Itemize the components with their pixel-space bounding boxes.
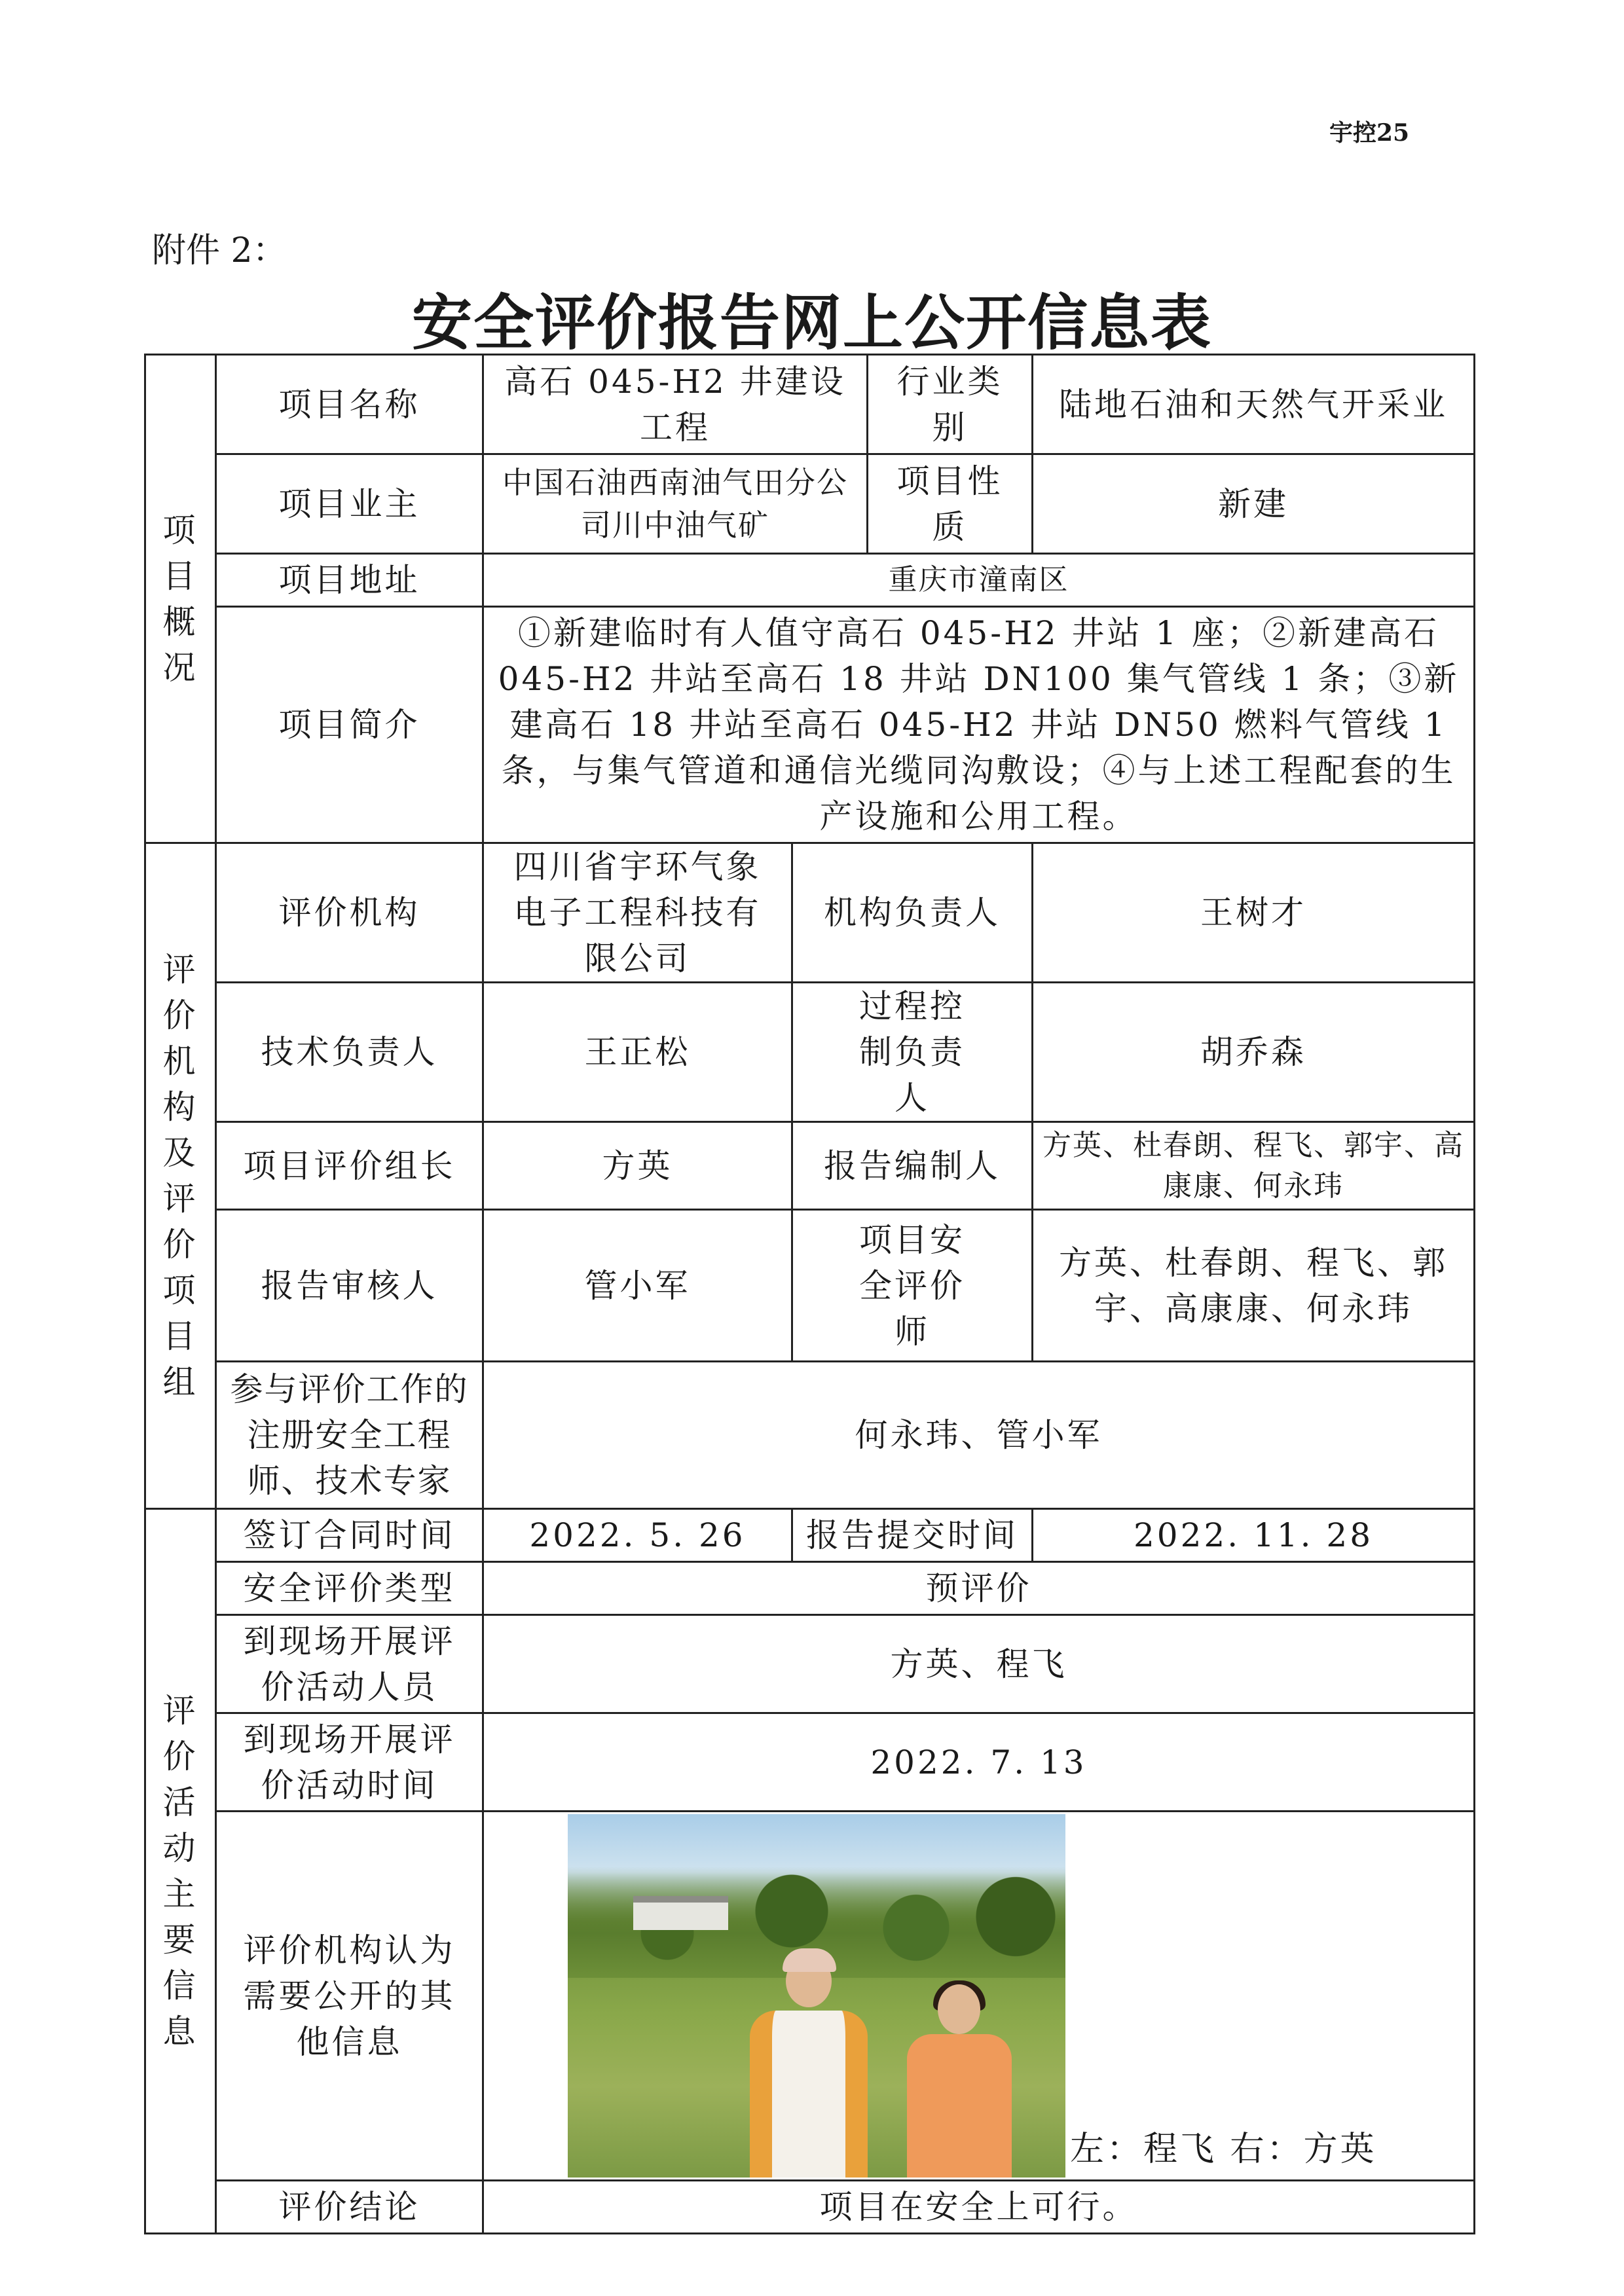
conclusion-value: 项目在安全上可行。 — [483, 2181, 1475, 2234]
row-other-info — [145, 1812, 1475, 2181]
onsite-people-label: 到现场开展评价活动人员 — [216, 1615, 483, 1713]
agency-value: 四川省宇环气象电子工程科技有限公司 — [483, 843, 792, 983]
row-tech-head — [145, 983, 1475, 1122]
project-address-label: 项目地址 — [216, 554, 483, 607]
agency-head-label: 机构负责人 — [792, 843, 1033, 983]
team-leader-label: 项目评价组长 — [216, 1122, 483, 1210]
project-owner-value: 中国石油西南油气田分公司川中油气矿 — [483, 454, 868, 554]
row-conclusion — [145, 2181, 1475, 2234]
report-author-value: 方英、杜春朗、程飞、郭宇、高康康、何永玮 — [1033, 1122, 1475, 1210]
process-head-value: 胡乔森 — [1033, 983, 1475, 1122]
experts-label: 参与评价工作的注册安全工程师、技术专家 — [216, 1362, 483, 1509]
agency-head-value: 王树才 — [1033, 843, 1475, 983]
site-photo — [568, 1814, 1065, 2178]
person-right — [902, 1984, 1016, 2178]
row-contract — [145, 1509, 1475, 1562]
onsite-people-value: 方英、程飞 — [483, 1615, 1475, 1713]
project-summary-label: 项目简介 — [216, 607, 483, 843]
eval-type-value: 预评价 — [483, 1562, 1475, 1615]
project-nature-label: 项目性质 — [868, 454, 1033, 554]
project-name-label: 项目名称 — [216, 355, 483, 454]
row-agency — [145, 843, 1475, 983]
assessor-label: 项目安全评价师 — [792, 1210, 1033, 1362]
page-title: 安全评价报告网上公开信息表 — [411, 287, 1212, 358]
document-code: 宇控25 — [1329, 119, 1410, 147]
row-onsite-time — [145, 1713, 1475, 1812]
contract-date-label: 签订合同时间 — [216, 1509, 483, 1562]
project-nature-value: 新建 — [1033, 454, 1475, 554]
project-name-value: 高石 045-H2 井建设工程 — [483, 355, 868, 454]
row-project-address — [145, 554, 1475, 607]
other-info-label: 评价机构认为需要公开的其他信息 — [216, 1812, 483, 2181]
project-owner-label: 项目业主 — [216, 454, 483, 554]
attachment-label: 附件 2： — [152, 231, 287, 270]
reviewer-label: 报告审核人 — [216, 1210, 483, 1362]
row-project-summary — [145, 607, 1475, 843]
onsite-time-value: 2022. 7. 13 — [483, 1713, 1475, 1812]
row-eval-type — [145, 1562, 1475, 1615]
reviewer-value: 管小军 — [483, 1210, 792, 1362]
experts-value: 何永玮、管小军 — [483, 1362, 1475, 1509]
row-project-owner — [145, 454, 1475, 554]
conclusion-label: 评价结论 — [216, 2181, 483, 2234]
row-team-leader — [145, 1122, 1475, 1210]
team-leader-value: 方英 — [483, 1122, 792, 1210]
report-author-label: 报告编制人 — [792, 1122, 1033, 1210]
row-onsite-people — [145, 1615, 1475, 1713]
section-overview: 项 目 概 况 — [145, 355, 216, 843]
eval-type-label: 安全评价类型 — [216, 1562, 483, 1615]
row-reviewer — [145, 1210, 1475, 1362]
industry-label: 行业类别 — [868, 355, 1033, 454]
project-address-value: 重庆市潼南区 — [483, 554, 1475, 607]
onsite-time-label: 到现场开展评价活动时间 — [216, 1713, 483, 1812]
assessor-value: 方英、杜春朗、程飞、郭宇、高康康、何永玮 — [1033, 1210, 1475, 1362]
project-summary-value: ①新建临时有人值守高石 045-H2 井站 1 座；②新建高石 045-H2 井站至高石 18 井站 DN100 集气管线 1 条；③新建高石 18 井站至高石 045-H2 井站 DN50 燃料气管线 1 条，与集气管道和通信光缆同沟敷设；④与上述工程配套的生产设施和公用工程。 — [483, 607, 1475, 843]
process-head-label: 过程控制负责人 — [792, 983, 1033, 1122]
person-left — [743, 1948, 874, 2178]
submit-date-label: 报告提交时间 — [792, 1509, 1033, 1562]
photo-caption: 左：程飞 右：方英 — [1070, 2129, 1377, 2169]
row-experts — [145, 1362, 1475, 1509]
section-activity: 评 价 活 动 主 要 信 息 — [145, 1509, 216, 2234]
other-info-cell — [483, 1812, 1475, 2181]
agency-label: 评价机构 — [216, 843, 483, 983]
tech-head-value: 王正松 — [483, 983, 792, 1122]
submit-date-value: 2022. 11. 28 — [1033, 1509, 1475, 1562]
house-in-photo — [633, 1896, 728, 1930]
contract-date-value: 2022. 5. 26 — [483, 1509, 792, 1562]
section-agency: 评 价 机 构 及 评 价 项 目 组 — [145, 843, 216, 1509]
info-table — [144, 354, 1475, 2234]
tech-head-label: 技术负责人 — [216, 983, 483, 1122]
row-project-name — [145, 355, 1475, 454]
industry-value: 陆地石油和天然气开采业 — [1033, 355, 1475, 454]
